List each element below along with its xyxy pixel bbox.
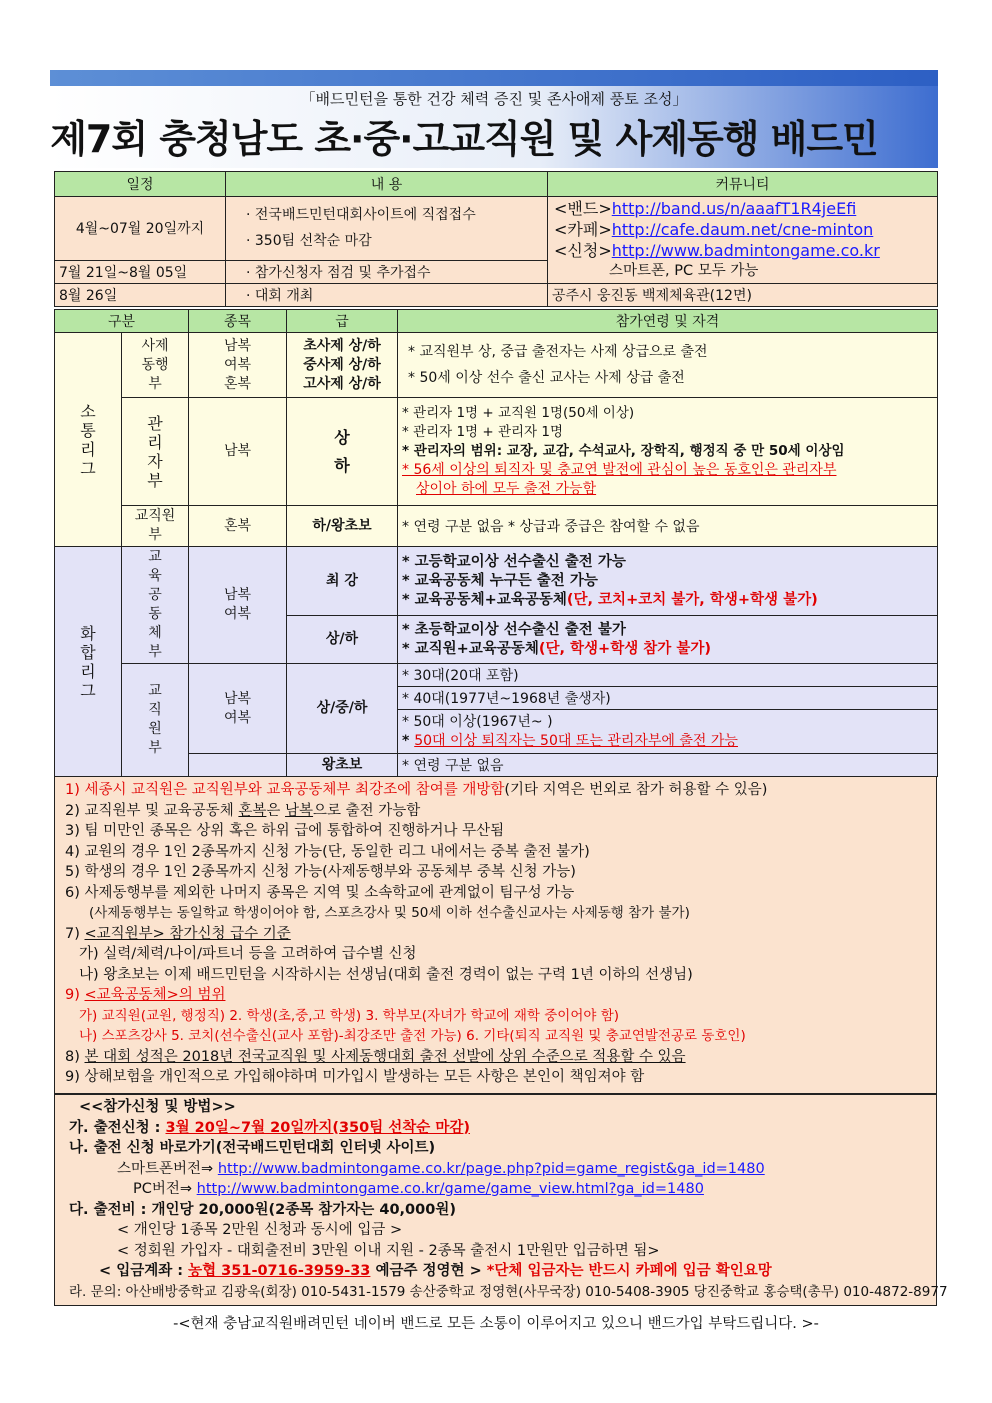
qualification-notes: * 초등학교이상 선수출신 출전 불가 * 교직원+교육공동체(단, 학생+학생 참가 불가): [398, 616, 938, 664]
schedule-table: [54, 171, 938, 307]
page-subtitle: 「배드민턴을 통한 건강 체력 증진 및 존사애제 풍토 조성」: [300, 90, 688, 108]
age-40s: * 40대(1977년~1968년 출생자): [398, 687, 938, 710]
note-7-a: 가) 실력/체력/나이/파트너 등을 고려하여 급수별 신청: [79, 946, 417, 962]
venue: 공주시 웅진동 백제체육관(12면): [548, 284, 938, 307]
category-table: [54, 309, 938, 777]
smartphone-link[interactable]: http://www.badmintongame.co.kr/page.php?pid=game_regist&ga_id=1480: [217, 1160, 765, 1177]
note-3: 3) 팀 미만인 종목은 상위 혹은 하위 급에 통합하여 진행하거나 무산됨: [65, 823, 505, 839]
event-list: 남복: [189, 398, 287, 506]
smartphone-link-row: 스마트폰버전⇒ http://www.badmintongame.co.kr/page.php?pid=game_regist&ga_id=1480: [117, 1160, 765, 1177]
bank-account: < 입금계좌 : 농협 351-0716-3959-33 예금주 정영현 > *단체 입금자는 반드시 카페에 입금 확인요망: [99, 1263, 772, 1279]
grade-list: 상 하: [287, 398, 398, 506]
league-hwahap: 화 합 리 그: [55, 547, 122, 777]
note-7-b: 나) 왕초보는 이제 배드민턴을 시작하시는 선생님(대회 출전 경력이 없는 구력 1년 이하의 선생님): [79, 966, 693, 983]
note-2: 2) 교직원부 및 교육공동체 혼복은 남복으로 출전 가능함: [65, 802, 421, 819]
cafe-link[interactable]: http://cafe.daum.net/cne-minton: [611, 220, 874, 239]
grade-list: 상/중/하: [287, 664, 398, 754]
league-sotong: 소 통 리 그: [55, 333, 122, 547]
note-4: 4) 교원의 경우 1인 2종목까지 신청 가능(단, 동일한 리그 내에서는 중복 출전 불가): [65, 843, 590, 860]
event-list: 남복 여복: [189, 664, 287, 754]
note-7: 7) <교직원부> 참가신청 급수 기준: [65, 925, 291, 942]
beginner-note: * 연령 구분 없음: [398, 754, 938, 777]
schedule-date: 4월~07월 20일까지: [55, 197, 226, 261]
apply-section: [54, 1094, 948, 1306]
age-50s: * 50대 이상(1967년~ ) * 50대 이상 퇴직자는 50대 또는 관리자부에 출전 가능: [398, 710, 938, 754]
division-admin: 관 리 자 부: [122, 398, 189, 506]
entry-fee-note-1: < 개인당 1종목 2만원 신청과 동시에 입금 >: [117, 1222, 403, 1238]
schedule-header-content: 내 용: [226, 172, 548, 197]
note-9b: 9) 상해보험을 개인적으로 가입해야하며 미가입시 발생하는 모든 사항은 본인이 책임져야 함: [65, 1069, 645, 1085]
community-links: <밴드>http://band.us/n/aaafT1R4jeEfi <카페>http://cafe.daum.net/cne-minton <신청>http://www.badmintongame.co.kr 스마트폰, PC 모두 가능: [548, 197, 938, 284]
band-link[interactable]: http://band.us/n/aaafT1R4jeEfi: [611, 199, 857, 218]
cat-header-event: 종목: [189, 310, 287, 333]
note-8: 8) 본 대회 성적은 2018년 전국교직원 및 사제동행대회 출전 선발에 상위 수준으로 적용할 수 있음: [65, 1048, 686, 1065]
grade-list: 하/왕초보: [287, 506, 398, 547]
grade-beginner: 왕초보: [287, 754, 398, 777]
schedule-content: · 대회 개최: [226, 284, 548, 307]
apply-shortcut: 나. 출전 신청 바로가기(전국배드민턴대회 인터넷 사이트): [69, 1140, 436, 1156]
note-9: 9) <교육공동체>의 범위: [65, 987, 226, 1003]
apply-period: 가. 출전신청 : 3월 20일~7월 20일까지(350팀 선착순 마감): [69, 1119, 470, 1136]
division-staff: 교 직 원 부: [122, 664, 189, 777]
pc-link[interactable]: http://www.badmintongame.co.kr/game/game_view.html?ga_id=1480: [196, 1181, 704, 1197]
entry-fee: 다. 출전비 : 개인당 20,000원(2종목 참가자는 40,000원): [69, 1201, 456, 1218]
schedule-header-community: 커뮤니티: [548, 172, 938, 197]
header-top-bar: [50, 70, 938, 86]
contact-info: 라. 문의: 아산배방중학교 김광욱(회장) 010-5431-1579 송산중학교 정영현(사무국장) 010-5408-3905 당진중학교 홍승택(총무) 010-4872-8977: [69, 1283, 948, 1300]
division-edu-community: 교 육 공 동 체 부: [122, 547, 189, 664]
apply-link[interactable]: http://www.badmintongame.co.kr: [611, 241, 880, 260]
qualification-notes: * 관리자 1명 + 교직원 1명(50세 이상) * 관리자 1명 + 관리자 1명 * 관리자의 범위: 교장, 교감, 수석교사, 장학직, 행정직 중 만 50세 이상임 * 56세 이상의 퇴직자 및 충교연 발전에 관심이 높은 동호인은 관리자부 상이아 하에 모두 출전 가능함: [398, 398, 938, 506]
qualification-notes: * 고등학교이상 선수출신 출전 가능 * 교육공동체 누구든 출전 가능 * 교육공동체+교육공동체(단, 코치+코치 불가, 학생+학생 불가): [398, 547, 938, 616]
apply-title: <<참가신청 및 방법>>: [79, 1099, 236, 1115]
grade-mid: 상/하: [287, 616, 398, 664]
note-1: 1) 세종시 교직원은 교직원부와 교육공동체부 최강조에 참여를 개방함(기타 지역은 번외로 참가 허용할 수 있음): [65, 782, 768, 798]
schedule-header-date: 일정: [55, 172, 226, 197]
division-staff: 교직원 부: [122, 506, 189, 547]
cat-header-division: 구분: [55, 310, 189, 333]
pc-link-row: PC버전⇒ http://www.badmintongame.co.kr/game/game_view.html?ga_id=1480: [133, 1181, 704, 1197]
event-list: 혼복: [189, 506, 287, 547]
note-9-a: 가) 교직원(교원, 행정직) 2. 학생(초,중,고 학생) 3. 학부모(자녀가 학교에 재학 중이어야 함): [79, 1007, 620, 1024]
note-5: 5) 학생의 경우 1인 2종목까지 신청 가능(사제동행부와 공동체부 중복 신청 가능): [65, 864, 576, 880]
document-header: [50, 86, 938, 168]
schedule-date: 7월 21일~8월 05일: [55, 260, 226, 283]
event-list: 남복 여복: [189, 547, 287, 664]
age-30s: * 30대(20대 포함): [398, 664, 938, 687]
grade-list: 초사제 상/하 중사제 상/하 고사제 상/하: [287, 333, 398, 398]
cat-header-grade: 급: [287, 310, 398, 333]
grade-top: 최 강: [287, 547, 398, 616]
schedule-content: · 전국배드민턴대회사이트에 직접접수 · 350팀 선착순 마감: [226, 197, 548, 261]
footer-note: -<현재 충남교직원배려민턴 네이버 밴드로 모든 소통이 이루어지고 있으니 밴드가입 부탁드립니다. >-: [173, 1316, 819, 1332]
note-9-b: 나) 스포츠강사 5. 코치(선수출신(교사 포함)-최강조만 출전 가능) 6. 기타(퇴직 교직원 및 충교연발전공로 동호인): [79, 1028, 746, 1044]
schedule-content: · 참가신청자 점검 및 추가접수: [226, 260, 548, 283]
qualification-notes: * 연령 구분 없음 * 상급과 중급은 참여할 수 없음: [398, 506, 938, 547]
division-sajae: 사제 동행 부: [122, 333, 189, 398]
notes-section: [54, 776, 937, 1094]
cat-header-qualification: 참가연령 및 자격: [398, 310, 938, 333]
qualification-notes: * 교직원부 상, 중급 출전자는 사제 상급으로 출전 * 50세 이상 선수 출신 교사는 사제 상급 출전: [398, 333, 938, 398]
page-title: 제7회 충청남도 초·중·고교직원 및 사제동행 배드민: [50, 117, 878, 161]
note-6-sub: (사제동행부는 동일학교 학생이어야 함, 스포츠강사 및 50세 이하 선수출신교사는 사제동행 참가 불가): [89, 905, 690, 921]
schedule-date: 8월 26일: [55, 284, 226, 307]
note-6: 6) 사제동행부를 제외한 나머지 종목은 지역 및 소속학교에 관계없이 팀구성 가능: [65, 884, 575, 901]
event-list: 남복 여복 혼복: [189, 333, 287, 398]
entry-fee-note-2: < 정회원 가입자 - 대회출전비 3만원 이내 지원 - 2종목 출전시 1만원만 입금하면 됨>: [117, 1242, 660, 1259]
